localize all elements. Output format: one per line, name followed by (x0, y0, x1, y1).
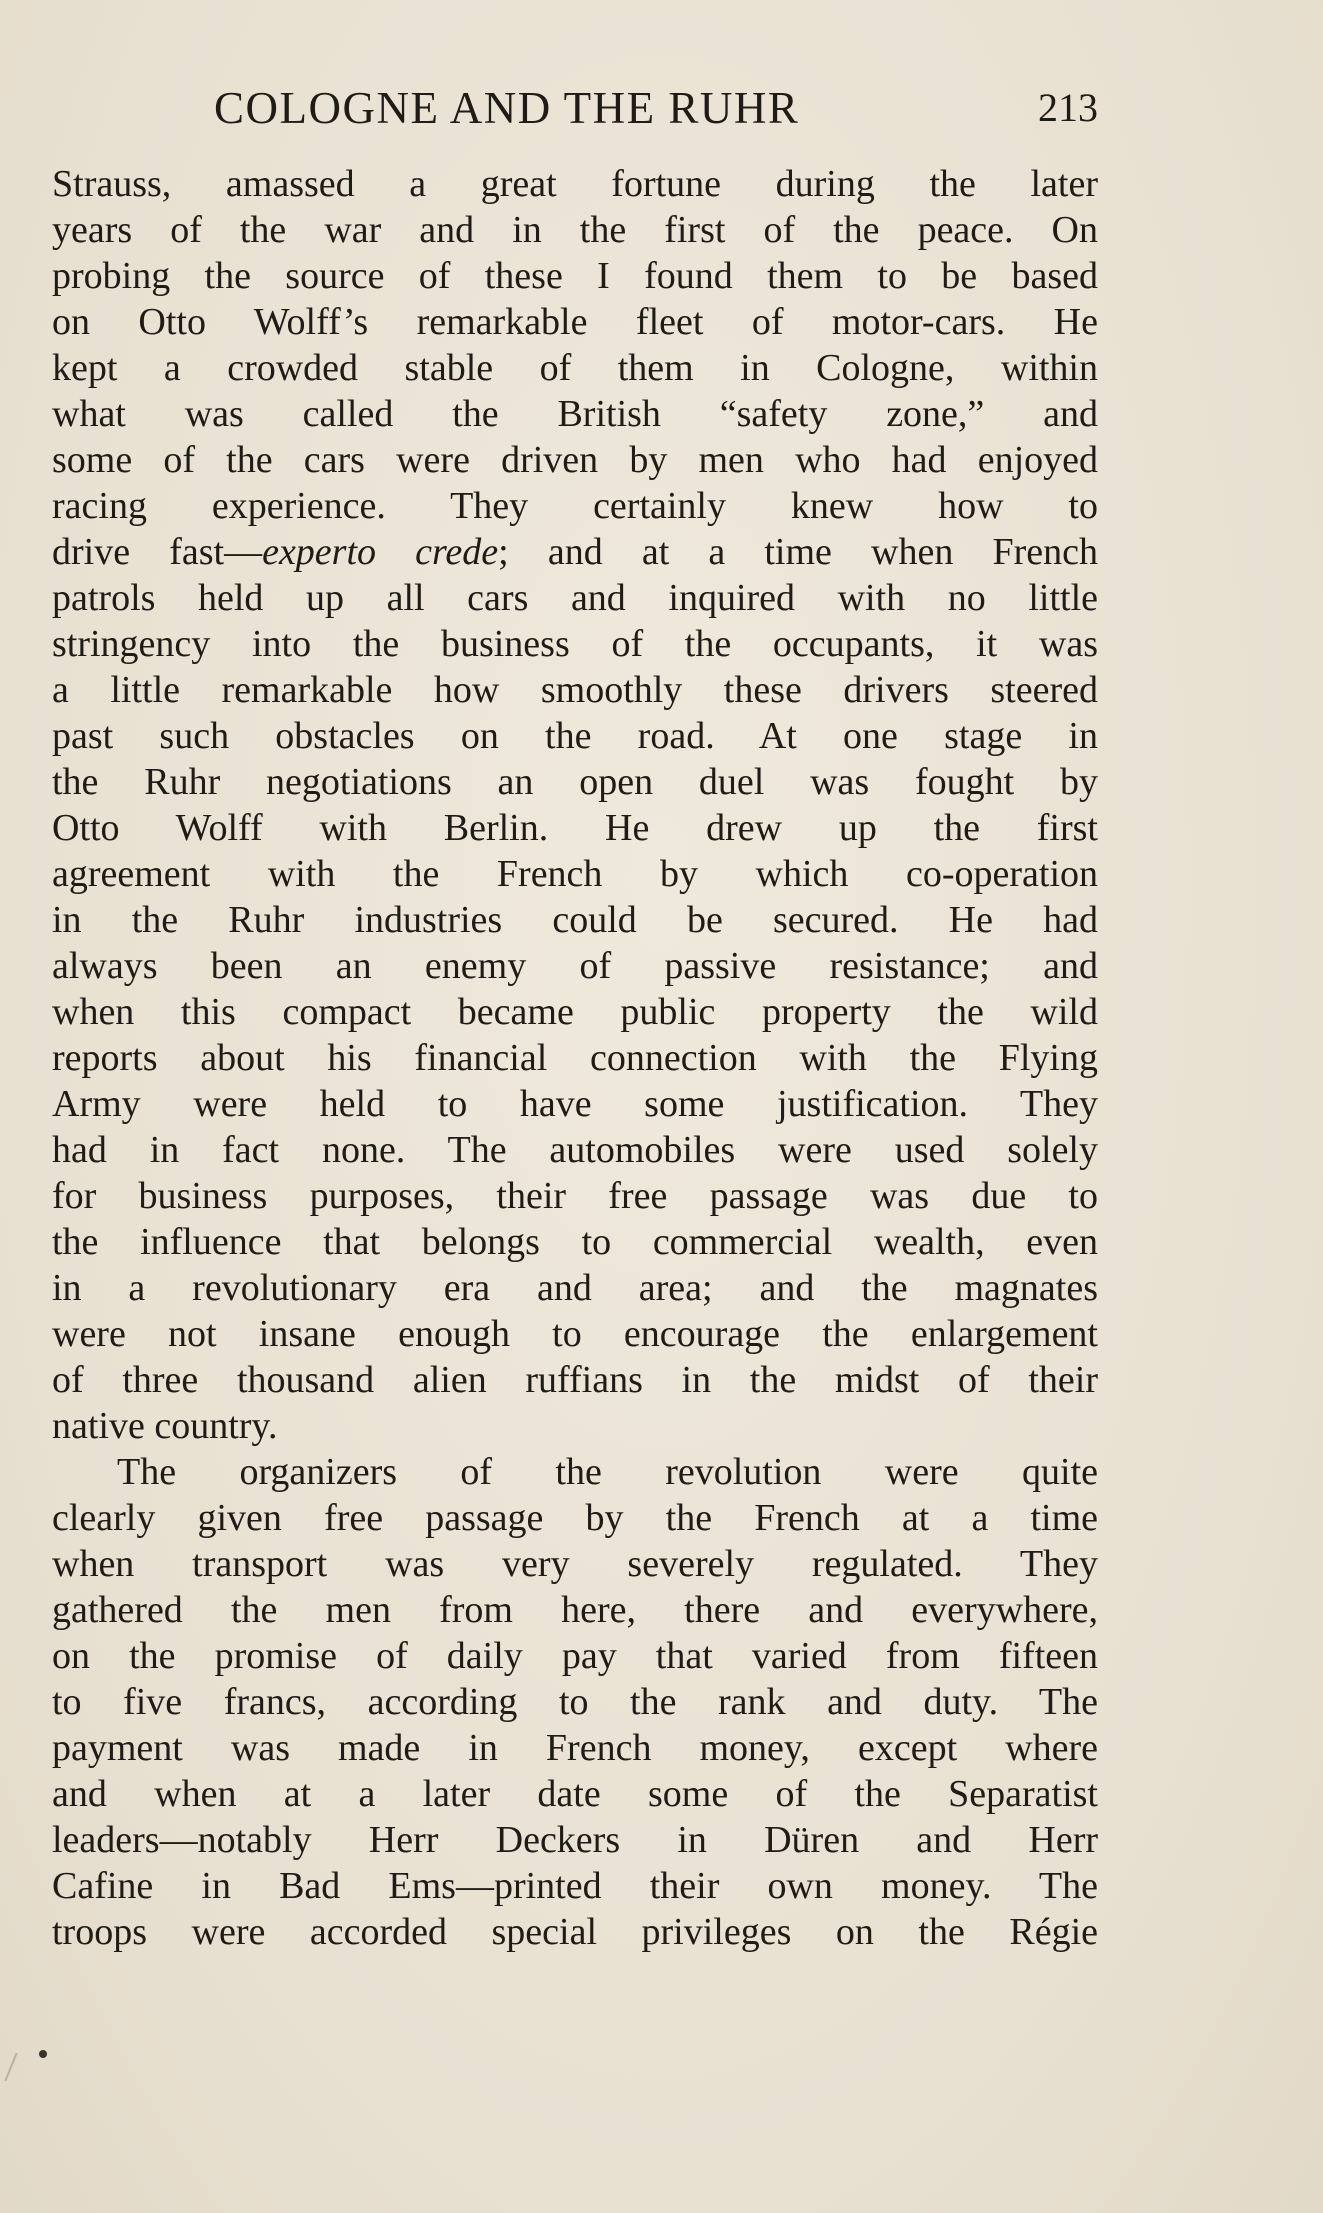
text-line: racing experience. They certainly knew how to (52, 485, 1098, 527)
text-line: leaders—notably Herr Deckers in Düren and Herr (52, 1819, 1098, 1861)
running-title: COLOGNE AND THE RUHR (214, 83, 800, 133)
text-line: in the Ruhr industries could be secured. He had (52, 899, 1098, 941)
text-line: when this compact became public property the wild (52, 991, 1098, 1033)
text-line: what was called the British “safety zone,” and (52, 393, 1098, 435)
text-line: patrols held up all cars and inquired with no little (52, 577, 1098, 619)
text-line: payment was made in French money, except where (52, 1727, 1098, 1769)
text-line: agreement with the French by which co-operation (52, 853, 1098, 895)
text-line: probing the source of these I found them to be based (52, 255, 1098, 297)
text-line: the influence that belongs to commercial wealth, even (52, 1221, 1098, 1263)
text-line: on the promise of daily pay that varied from fifteen (52, 1635, 1098, 1677)
ink-dot (39, 2050, 47, 2058)
text-line: gathered the men from here, there and everywhere, (52, 1589, 1098, 1631)
paper-scratch (4, 2053, 17, 2082)
text-line: reports about his financial connection with the Flying (52, 1037, 1098, 1079)
text-line: stringency into the business of the occupants, it was (52, 623, 1098, 665)
text-line: Cafine in Bad Ems—printed their own money. The (52, 1865, 1098, 1907)
page-header (52, 78, 1098, 138)
text-line: were not insane enough to encourage the enlargement (52, 1313, 1098, 1355)
text-line: to five francs, according to the rank and duty. The (52, 1681, 1098, 1723)
text-line: drive fast—experto crede; and at a time when French (52, 531, 1098, 573)
text-line: always been an enemy of passive resistance; and (52, 945, 1098, 987)
paragraph-end-line: native country. (52, 1405, 278, 1447)
text-line: had in fact none. The automobiles were used solely (52, 1129, 1098, 1171)
text-line: years of the war and in the first of the peace. On (52, 209, 1098, 251)
text-line: the Ruhr negotiations an open duel was fought by (52, 761, 1098, 803)
paragraph-start-line: The organizers of the revolution were quite (117, 1451, 1098, 1493)
text-line: troops were accorded special privileges on the Régie (52, 1911, 1098, 1953)
italic-phrase: experto crede (262, 531, 499, 573)
text-line: Strauss, amassed a great fortune during the later (52, 163, 1098, 205)
text-line: on Otto Wolff’s remarkable fleet of motor-cars. He (52, 301, 1098, 343)
text-line: for business purposes, their free passage was due to (52, 1175, 1098, 1217)
text-line: in a revolutionary era and area; and the magnates (52, 1267, 1098, 1309)
text-line: and when at a later date some of the Separatist (52, 1773, 1098, 1815)
text-line: kept a crowded stable of them in Cologne, within (52, 347, 1098, 389)
text-line: of three thousand alien ruffians in the midst of their (52, 1359, 1098, 1401)
text-line: when transport was very severely regulated. They (52, 1543, 1098, 1585)
body-text (52, 161, 1098, 1955)
text-line: clearly given free passage by the French at a time (52, 1497, 1098, 1539)
page-number: 213 (1038, 85, 1098, 130)
text-line: a little remarkable how smoothly these drivers steered (52, 669, 1098, 711)
text-line: some of the cars were driven by men who had enjoyed (52, 439, 1098, 481)
text-line: past such obstacles on the road. At one stage in (52, 715, 1098, 757)
text-line: Otto Wolff with Berlin. He drew up the first (52, 807, 1098, 849)
text-line: Army were held to have some justification. They (52, 1083, 1098, 1125)
